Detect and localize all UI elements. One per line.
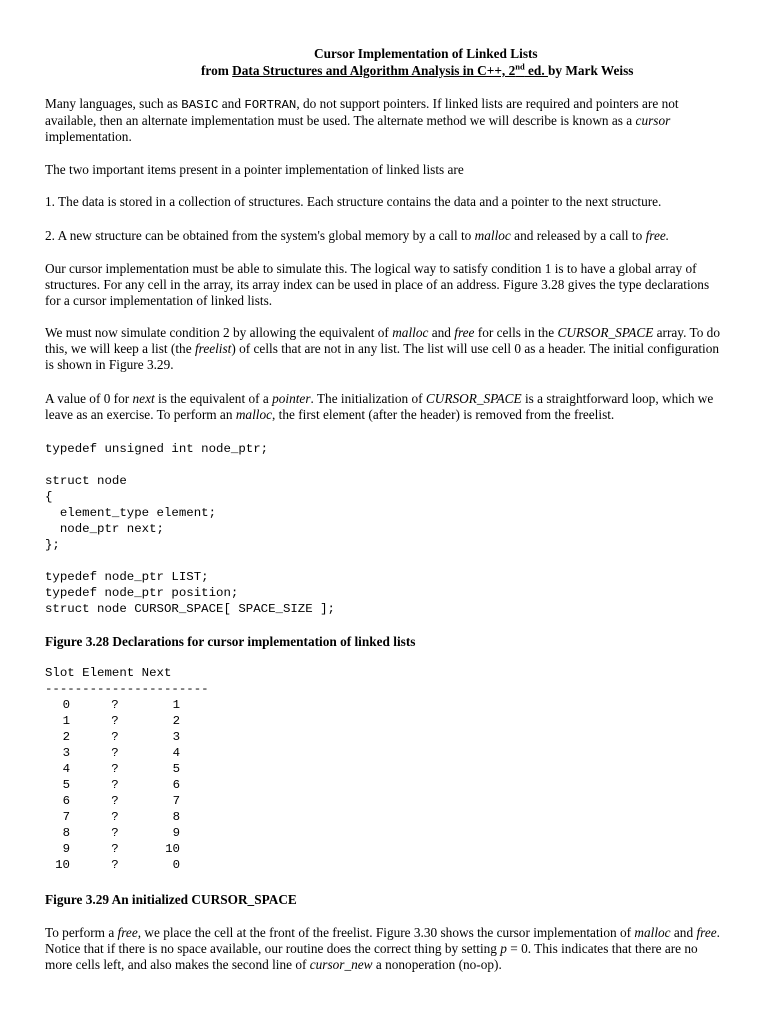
title-line-1: Cursor Implementation of Linked Lists	[314, 46, 538, 61]
text: , the first element (after the header) is removed from the freelist.	[272, 407, 615, 422]
text: implementation.	[45, 129, 132, 144]
term-pointer: pointer	[272, 391, 311, 406]
next-cell: 5	[172, 762, 180, 776]
term-cursor-space: CURSOR_SPACE	[425, 391, 522, 406]
title-from: from	[201, 63, 233, 78]
paragraph-simulate: Our cursor implementation must be able to simulate this. The logical way to satisfy condition 1 is to have a global array of structures. For any cell in the array, its array index can be used in place of an address. Figure 3.28 gives the type declarations for a cursor implementation of linked lists.	[45, 261, 710, 308]
element-cell: ?	[111, 698, 119, 712]
term-free: free	[117, 925, 138, 940]
term-malloc: malloc	[235, 407, 273, 422]
next-cell: 8	[172, 810, 180, 824]
term-cursor-new: cursor_new	[309, 957, 373, 972]
table-row	[45, 761, 245, 777]
next-cell: 7	[172, 794, 180, 808]
table-row	[45, 745, 245, 761]
code-line: element_type element;	[45, 506, 217, 520]
code-line: struct node	[45, 474, 127, 488]
next-cell: 6	[172, 778, 180, 792]
book-title	[232, 63, 548, 78]
text: ) of cells that are not in any list. The list will use cell 0 as a header. The initial configuration is shown in Figure 3.29.	[45, 341, 720, 372]
code-line: {	[45, 490, 53, 504]
text: 2. A new structure can be obtained from the system's global memory by a call to	[45, 228, 475, 243]
text: array. To do this, we will keep a list (the	[45, 325, 720, 356]
text: Many languages, such as	[45, 96, 182, 111]
table-row	[45, 697, 245, 713]
slot-cell: 2	[62, 730, 70, 744]
element-cell: ?	[111, 730, 119, 744]
slot-cell: 1	[62, 714, 70, 728]
term-free: free	[696, 925, 717, 940]
element-cell: ?	[111, 778, 119, 792]
edition-text: ed.	[524, 63, 548, 78]
term-cursor-space: CURSOR_SPACE	[557, 325, 654, 340]
text: A value of 0 for	[45, 391, 133, 406]
next-cell: 9	[172, 826, 180, 840]
table-row	[45, 713, 245, 729]
text: for cells in the	[474, 325, 558, 340]
text: and	[218, 96, 245, 111]
term-malloc: malloc	[634, 925, 671, 940]
author: by Mark Weiss	[547, 63, 634, 78]
paragraph-condition-2	[45, 325, 725, 373]
text: . Notice that if there is no space available, our routine does the correct thing by setting	[45, 925, 720, 956]
term-p: p	[500, 941, 507, 956]
paragraph-zero-next	[45, 391, 725, 423]
element-cell: ?	[111, 826, 119, 840]
table-row	[45, 777, 245, 793]
slot-cell: 0	[62, 698, 70, 712]
slot-cell: 10	[55, 858, 70, 872]
element-cell: ?	[111, 714, 119, 728]
table-row	[45, 857, 245, 873]
text: and	[428, 325, 455, 340]
term-next: next	[132, 391, 155, 406]
code-fortran: FORTRAN	[244, 98, 297, 112]
code-line: typedef node_ptr position;	[45, 586, 239, 600]
code-line: struct node CURSOR_SPACE[ SPACE_SIZE ];	[45, 602, 335, 616]
text: and	[670, 925, 697, 940]
term-cursor: cursor	[635, 113, 671, 128]
code-line: typedef unsigned int node_ptr;	[45, 442, 269, 456]
text: To perform a	[45, 925, 118, 940]
table-rule: ----------------------	[45, 682, 209, 696]
term-malloc: malloc	[474, 228, 511, 243]
next-cell: 4	[172, 746, 180, 760]
next-cell: 10	[165, 842, 180, 856]
element-cell: ?	[111, 858, 119, 872]
text: is a straightforward loop, which we leave as an exercise. To perform an	[45, 391, 714, 422]
book-title-text: Data Structures and Algorithm Analysis in C++, 2	[232, 63, 516, 78]
text: = 0. This indicates that there are no more cells left, and also makes the second line of	[45, 941, 698, 972]
slot-cell: 3	[62, 746, 70, 760]
table-row	[45, 825, 245, 841]
slot-cell: 4	[62, 762, 70, 776]
slot-cell: 7	[62, 810, 70, 824]
text: is the equivalent of a	[154, 391, 273, 406]
slot-cell: 9	[62, 842, 70, 856]
next-cell: 1	[172, 698, 180, 712]
figure-3-28-caption: Figure 3.28 Declarations for cursor implementation of linked lists	[45, 634, 416, 649]
text: , do not support pointers. If linked lists are required and pointers are not available, then an alternate implementation must be used. The alternate method we will describe is known as a	[45, 96, 679, 128]
slot-cell: 8	[62, 826, 70, 840]
paragraph-intro	[45, 96, 725, 145]
element-cell: ?	[111, 842, 119, 856]
text: We must now simulate condition 2 by allowing the equivalent of	[45, 325, 393, 340]
element-cell: ?	[111, 810, 119, 824]
text: and released by a call to	[510, 228, 646, 243]
next-cell: 2	[172, 714, 180, 728]
term-free: free.	[645, 228, 670, 243]
code-line: };	[45, 538, 60, 552]
table-header: Slot Element Next	[45, 666, 172, 680]
next-cell: 0	[172, 858, 180, 872]
slot-cell: 6	[62, 794, 70, 808]
edition-superscript: nd	[515, 61, 525, 72]
paragraph-item-1: 1. The data is stored in a collection of structures. Each structure contains the data and a pointer to the next structure.	[45, 194, 662, 209]
element-cell: ?	[111, 794, 119, 808]
paragraph-free	[45, 925, 725, 973]
table-row	[45, 793, 245, 809]
slot-cell: 5	[62, 778, 70, 792]
text: . The initialization of	[310, 391, 426, 406]
term-freelist: freelist	[194, 341, 232, 356]
figure-3-29-caption: Figure 3.29 An initialized CURSOR_SPACE	[45, 892, 297, 907]
element-cell: ?	[111, 762, 119, 776]
table-row	[45, 729, 245, 745]
table-row	[45, 841, 245, 857]
code-basic: BASIC	[181, 98, 219, 112]
text: , we place the cell at the front of the freelist. Figure 3.30 shows the cursor implementation of	[137, 925, 635, 940]
table-row	[45, 809, 245, 825]
term-free: free	[454, 325, 475, 340]
paragraph-item-2	[45, 228, 725, 244]
code-line: node_ptr next;	[45, 522, 164, 536]
title-line-2	[201, 63, 633, 79]
text: a nonoperation (no-op).	[372, 957, 502, 972]
term-malloc: malloc	[392, 325, 429, 340]
element-cell: ?	[111, 746, 119, 760]
paragraph-two-items: The two important items present in a pointer implementation of linked lists are	[45, 162, 464, 177]
next-cell: 3	[172, 730, 180, 744]
code-line: typedef node_ptr LIST;	[45, 570, 209, 584]
